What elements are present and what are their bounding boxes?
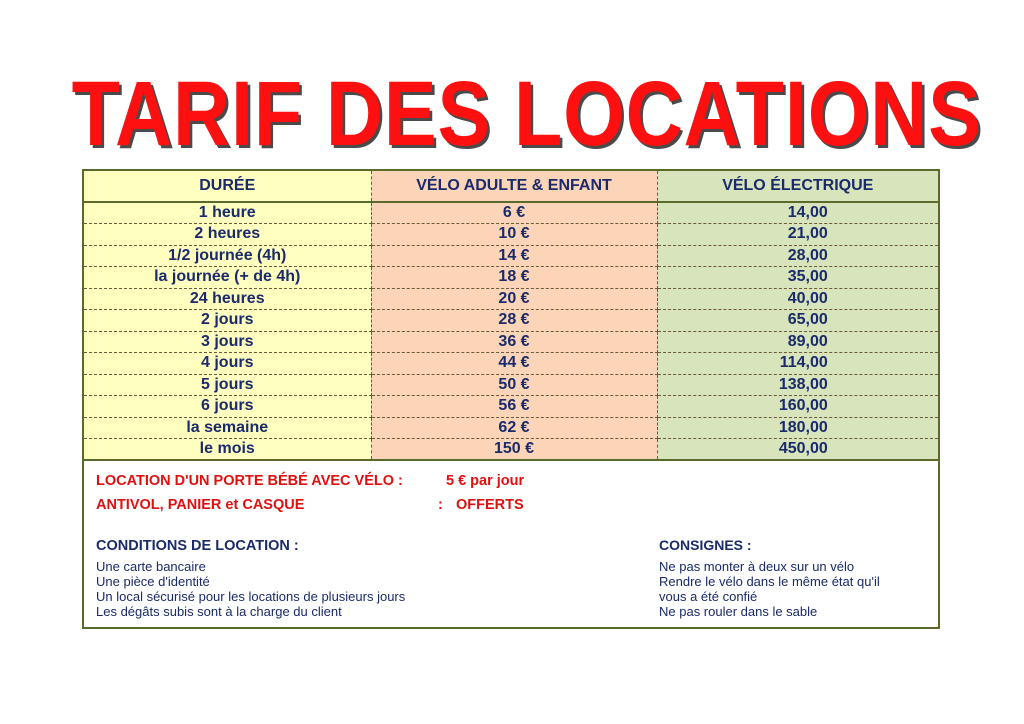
cell-velo-adulte: 36 € <box>371 331 657 353</box>
cell-velo-electrique-value: 180,00 <box>778 418 828 436</box>
antivol-value: OFFERTS <box>456 497 524 513</box>
table-row <box>84 202 938 224</box>
cell-duree: 24 heures <box>84 288 371 310</box>
table-row <box>84 396 938 418</box>
cell-duree: 2 jours <box>84 310 371 332</box>
porte-bebe-value: 5 € par jour <box>446 473 525 489</box>
cell-velo-electrique <box>657 310 938 332</box>
table-row <box>84 288 938 310</box>
cell-velo-electrique <box>657 396 938 418</box>
table-row <box>84 439 938 461</box>
page-title: TARIF DES LOCATIONS <box>71 63 982 165</box>
cell-velo-electrique-value: 450,00 <box>778 440 828 457</box>
cell-velo-electrique-value: 138,00 <box>778 375 828 393</box>
conditions-title: CONDITIONS DE LOCATION : <box>96 538 299 554</box>
list-item: Ne pas monter à deux sur un vélo <box>659 559 855 574</box>
table-row <box>84 331 938 353</box>
porte-bebe-label: LOCATION D'UN PORTE BÉBÉ AVEC VÉLO : <box>96 473 403 489</box>
cell-duree: 5 jours <box>84 374 371 396</box>
cell-velo-electrique-value: 21,00 <box>787 225 828 243</box>
cell-duree: la semaine <box>84 417 371 439</box>
cell-velo-adulte: 56 € <box>371 396 657 418</box>
cell-velo-electrique-value: 65,00 <box>787 311 828 329</box>
header-duree: DURÉE <box>84 171 371 202</box>
consignes-title: CONSIGNES : <box>659 537 752 553</box>
cell-duree: 1/2 journée (4h) <box>84 245 371 267</box>
cell-duree: la journée (+ de 4h) <box>84 267 371 289</box>
cell-velo-electrique <box>657 202 938 224</box>
cell-velo-adulte: 50 € <box>371 374 657 396</box>
header-velo-electrique: VÉLO ÉLECTRIQUE <box>657 171 938 202</box>
cell-velo-electrique-value: 89,00 <box>787 332 828 350</box>
cell-velo-electrique-value: 40,00 <box>787 289 828 307</box>
antivol-label: ANTIVOL, PANIER et CASQUE <box>96 497 305 513</box>
cell-velo-adulte: 62 € <box>371 417 657 439</box>
consignes-list <box>659 559 880 619</box>
header-velo-adulte: VÉLO ADULTE & ENFANT <box>371 171 657 202</box>
cell-velo-adulte: 6 € <box>371 202 657 224</box>
cell-velo-adulte: 28 € <box>371 310 657 332</box>
list-item: Rendre le vélo dans le même état qu'il <box>659 574 880 589</box>
table-row <box>84 310 938 332</box>
cell-velo-electrique <box>657 245 938 267</box>
cell-velo-adulte: 10 € <box>371 224 657 246</box>
list-item: vous a été confié <box>659 589 758 604</box>
cell-duree: le mois <box>84 439 371 461</box>
table-row <box>84 353 938 375</box>
price-table <box>84 171 938 461</box>
cell-velo-adulte: 18 € <box>371 267 657 289</box>
conditions-list <box>96 559 405 619</box>
table-row <box>84 245 938 267</box>
cell-duree: 3 jours <box>84 331 371 353</box>
cell-velo-electrique <box>657 288 938 310</box>
table-row <box>84 417 938 439</box>
cell-velo-electrique-value: 114,00 <box>779 354 828 372</box>
list-item: Un local sécurisé pour les locations de plusieurs jours <box>96 589 406 604</box>
table-header-row <box>84 171 938 202</box>
cell-velo-electrique <box>657 353 938 375</box>
cell-duree: 6 jours <box>84 396 371 418</box>
cell-duree: 2 heures <box>84 224 371 246</box>
list-item: Une pièce d'identité <box>96 574 210 589</box>
cell-velo-electrique-value: 14,00 <box>787 204 828 221</box>
price-table-frame <box>82 169 940 629</box>
cell-velo-electrique <box>657 374 938 396</box>
cell-velo-electrique <box>657 439 938 461</box>
list-item: Ne pas rouler dans le sable <box>659 604 818 619</box>
cell-velo-electrique <box>657 224 938 246</box>
cell-duree: 1 heure <box>84 202 371 224</box>
table-row <box>84 267 938 289</box>
cell-duree: 4 jours <box>84 353 371 375</box>
cell-velo-electrique-value: 35,00 <box>787 268 828 286</box>
cell-velo-adulte: 44 € <box>371 353 657 375</box>
cell-velo-electrique <box>657 331 938 353</box>
antivol-separator: : <box>438 497 443 513</box>
cell-velo-electrique <box>657 267 938 289</box>
list-item: Les dégâts subis sont à la charge du client <box>96 604 342 619</box>
cell-velo-electrique-value: 28,00 <box>787 246 828 264</box>
cell-velo-adulte: 14 € <box>371 245 657 267</box>
cell-velo-adulte: 20 € <box>371 288 657 310</box>
table-row <box>84 224 938 246</box>
cell-velo-electrique <box>657 417 938 439</box>
table-row <box>84 374 938 396</box>
list-item: Une carte bancaire <box>96 559 206 574</box>
cell-velo-electrique-value: 160,00 <box>778 397 828 415</box>
cell-velo-adulte: 150 € <box>371 439 657 461</box>
